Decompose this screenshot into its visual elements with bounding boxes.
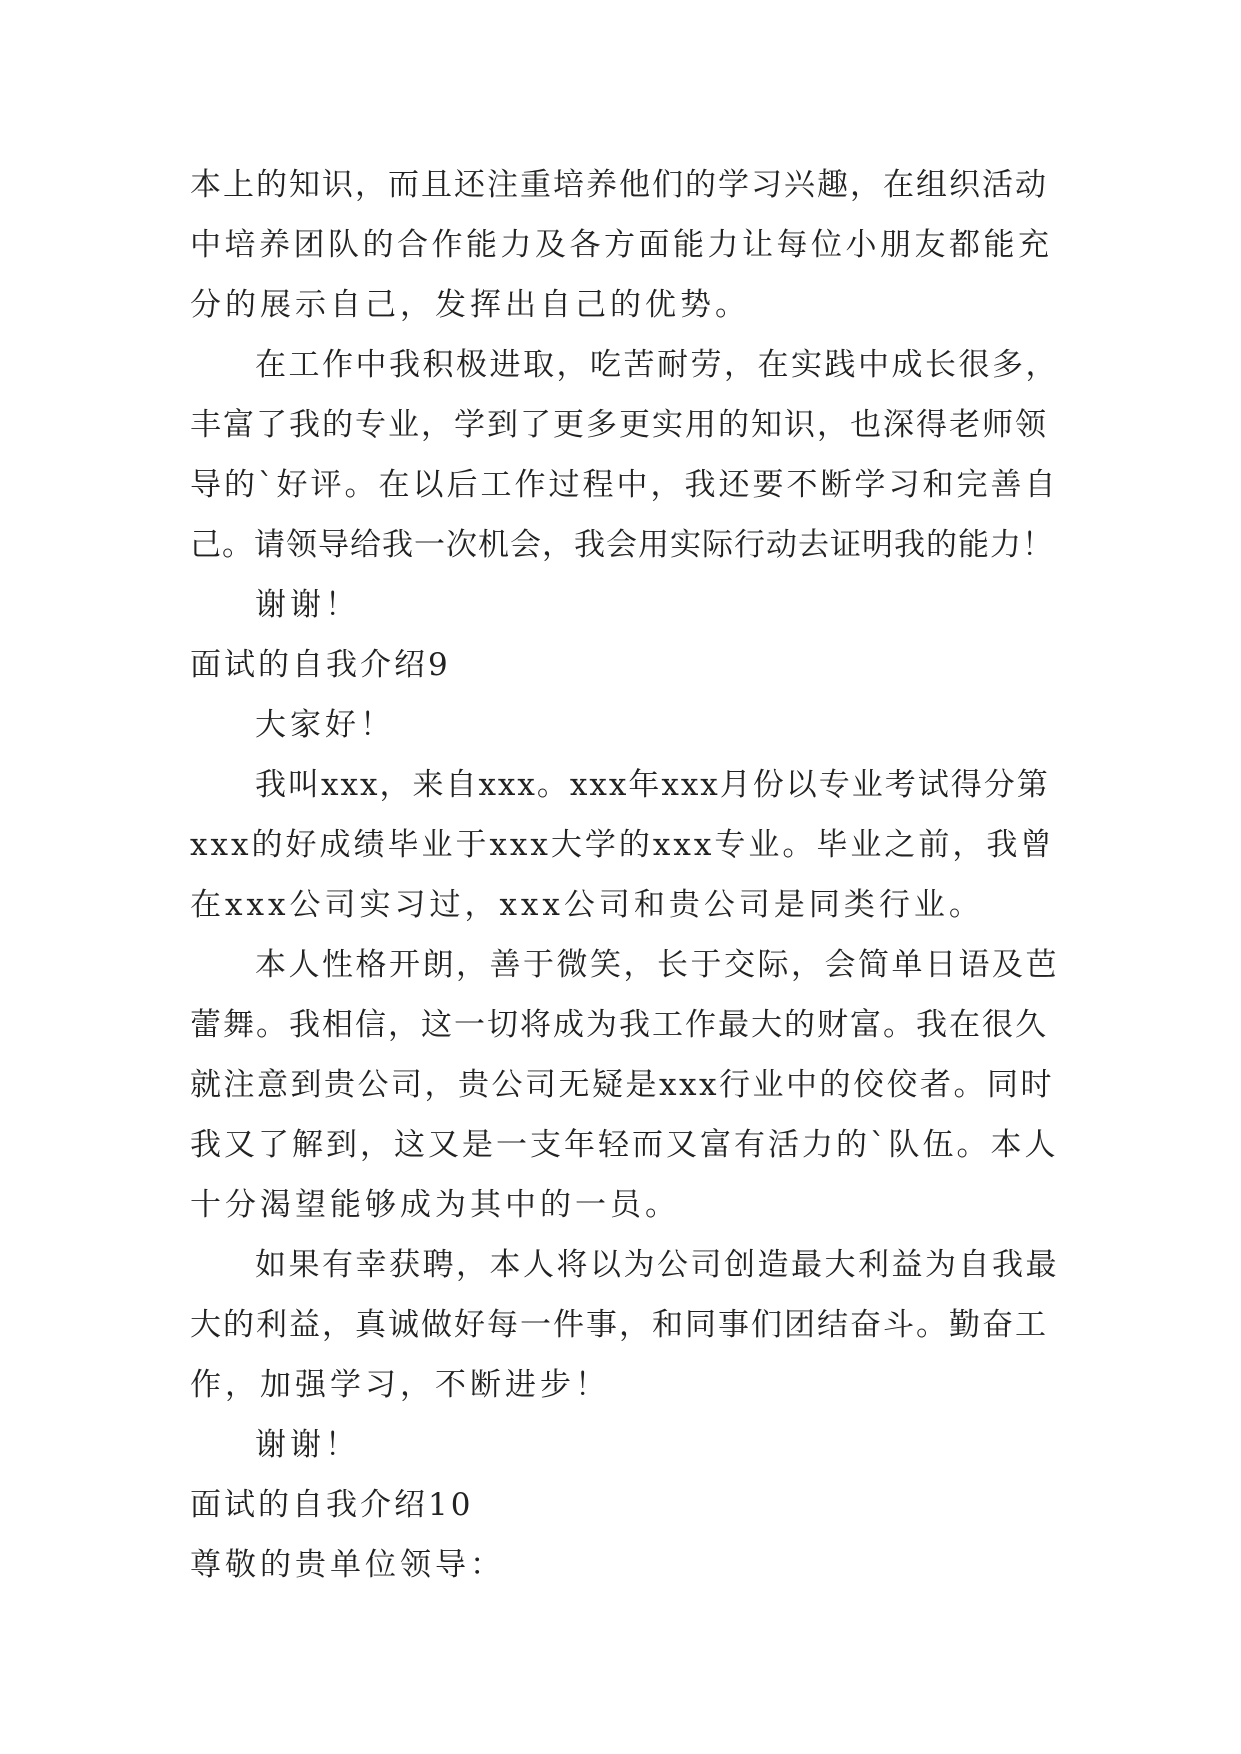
- text-line: 就注意到贵公司，贵公司无疑是xxx行业中的佼佼者。同时: [190, 1067, 1054, 1103]
- text-line: 蕾舞。我相信，这一切将成为我工作最大的财富。我在很久: [190, 1007, 1048, 1043]
- text-line: 导的`好评。在以后工作过程中，我还要不断学习和完善自: [190, 467, 1059, 503]
- text-line: 在xxx公司实习过，xxx公司和贵公司是同类行业。: [190, 887, 984, 923]
- text-line: xxx的好成绩毕业于xxx大学的xxx专业。毕业之前，我曾: [190, 827, 1055, 863]
- text-line: 在工作中我积极进取，吃苦耐劳，在实践中成长很多，: [255, 347, 1059, 383]
- salutation-line: 尊敬的贵单位领导：: [190, 1547, 505, 1583]
- text-line: 我又了解到，这又是一支年轻而又富有活力的`队伍。本人: [190, 1127, 1059, 1163]
- text-line: 分的展示自己，发挥出自己的优势。: [190, 287, 750, 323]
- text-line: 中培养团队的合作能力及各方面能力让每位小朋友都能充: [190, 227, 1053, 263]
- thanks-line: 谢谢！: [255, 1427, 360, 1463]
- text-line: 本人性格开朗，善于微笑，长于交际，会简单日语及芭: [255, 947, 1059, 983]
- text-line: 十分渴望能够成为其中的一员。: [190, 1187, 680, 1223]
- text-line: 如果有幸获聘，本人将以为公司创造最大利益为自我最: [255, 1247, 1059, 1283]
- text-line: 丰富了我的专业，学到了更多更实用的知识，也深得老师领: [190, 407, 1048, 443]
- text-line: 本上的知识，而且还注重培养他们的学习兴趣，在组织活动: [190, 167, 1048, 203]
- text-line: 大的利益，真诚做好每一件事，和同事们团结奋斗。勤奋工: [190, 1307, 1048, 1343]
- text-line: 我叫xxx，来自xxx。xxx年xxx月份以专业考试得分第: [255, 767, 1050, 803]
- greeting-line: 大家好！: [255, 707, 395, 743]
- thanks-line: 谢谢！: [255, 587, 360, 623]
- section-heading: 面试的自我介绍9: [190, 647, 451, 683]
- text-line: 作，加强学习，不断进步！: [190, 1367, 610, 1403]
- document-text: [190, 155, 1060, 1595]
- text-line: 己。请领导给我一次机会，我会用实际行动去证明我的能力！: [190, 527, 1054, 563]
- section-heading: 面试的自我介绍10: [190, 1487, 474, 1523]
